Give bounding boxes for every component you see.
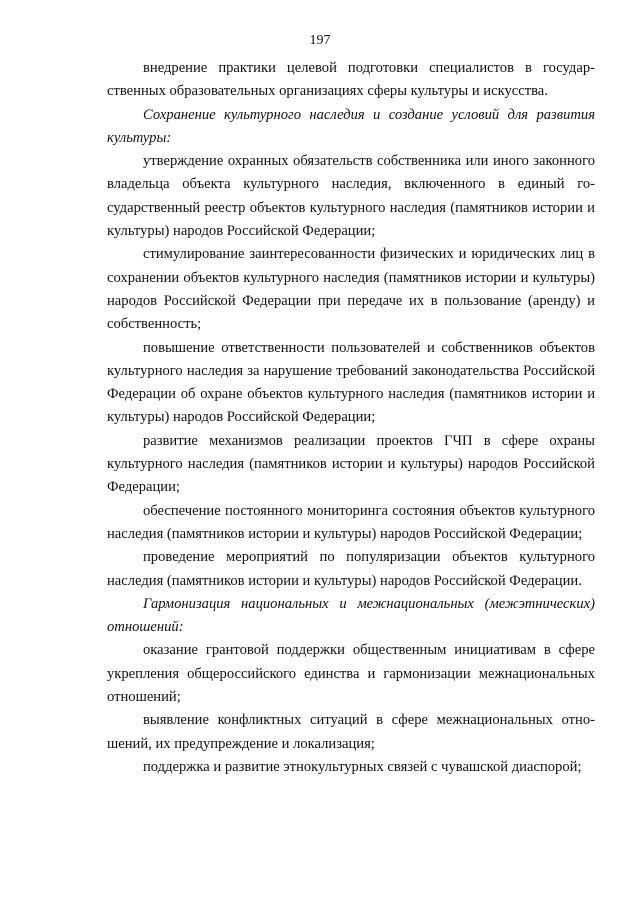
paragraph-responsibility: повышение ответственности пользователей и собственников объектов культурного наследия за нарушение требований законодательства Российской Федерации об охране объектов культурного наследия (памятников истории и культуры) народов Российской Федерации; [107, 339, 595, 426]
page-number: 197 [309, 33, 331, 48]
paragraph-stimulating-interest: стимулирование заинтересованности физических и юридических лиц в сохранении объектов культурного наследия (памятников истории и культуры) народов Российской Федерации при передаче их в пользование (аренду) и собственность; [107, 246, 595, 333]
heading-interethnic-relations: Гармонизация национальных и межнациональных (межэтнических) отношений: [107, 595, 595, 636]
paragraph-conflict-detection: выявление конфликтных ситуаций в сфере межнациональных отношений, их предупреждение и локализация; [107, 712, 595, 752]
paragraph-popularization: проведение мероприятий по популяризации объектов культурного наследия (памятников истории и культуры) народов Российской Федерации. [107, 549, 595, 589]
paragraph-ppp-mechanisms: развитие механизмов реализации проектов ГЧП в сфере охраны культурного наследия (памятников истории и культуры) народов Российской Федерации; [107, 432, 595, 496]
paragraph-diaspora-ties: поддержка и развитие этнокультурных связей с чувашской диаспорой; [143, 758, 582, 775]
paragraph-protection-obligations: утверждение охранных обязательств собственника или иного законного владельца объекта культурного наследия, включенного в единый государственный реестр объектов культурного наследия (памятников истории и культуры) народов Российской Федерации; [107, 153, 595, 240]
paragraph-grant-support: оказание грантовой поддержки общественным инициативам в сфере укрепления общероссийского единства и гармонизации межнациональных отношений; [107, 642, 595, 706]
paragraph-training: внедрение практики целевой подготовки специалистов в государственных образовательных организациях сферы культуры и искусства. [107, 60, 595, 100]
paragraph-monitoring: обеспечение постоянного мониторинга состояния объектов культурного наследия (памятников истории и культуры) народов Российской Федерации; [107, 502, 595, 542]
body-text [107, 57, 595, 779]
heading-cultural-heritage: Сохранение культурного наследия и создание условий для развития культуры: [107, 106, 595, 146]
